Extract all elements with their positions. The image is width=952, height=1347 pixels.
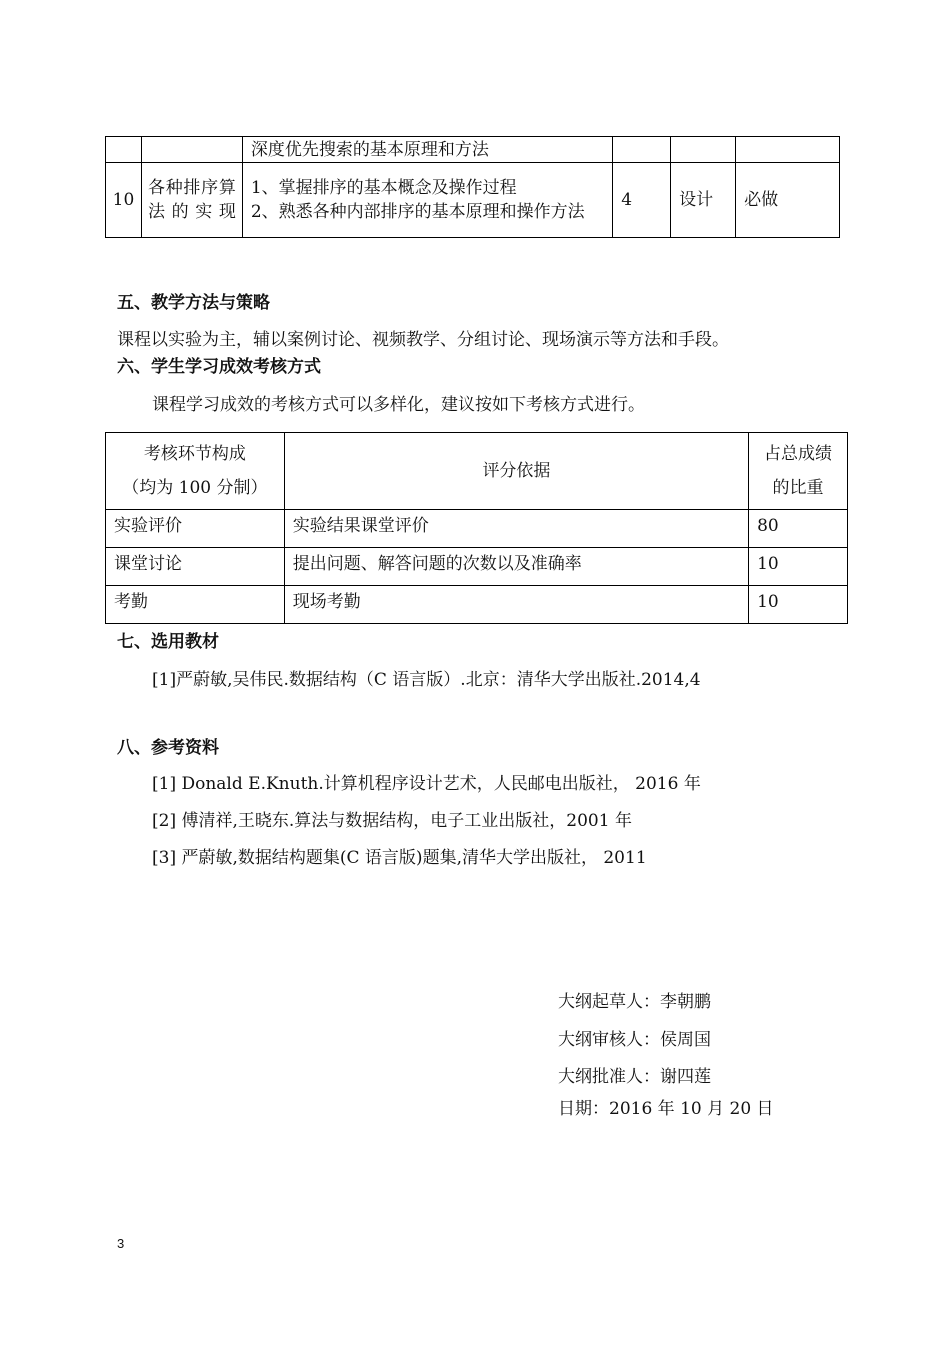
- basis-cell: 提出问题、解答问题的次数以及准确率: [284, 548, 748, 586]
- item-cell: 考勤: [106, 586, 285, 624]
- table-row: [106, 548, 848, 586]
- date-line: 日期：2016 年 10 月 20 日: [558, 1099, 774, 1119]
- header-cell: 考核环节构成 （均为 100 分制）: [106, 433, 285, 510]
- section-heading: 八、参考资料: [117, 738, 219, 758]
- reference-item: [2] 傅清祥,王晓东.算法与数据结构，电子工业出版社，2001 年: [152, 811, 632, 831]
- basis-cell: 现场考勤: [284, 586, 748, 624]
- section-heading: 六、学生学习成效考核方式: [117, 357, 321, 377]
- reference-item: [1] Donald E.Knuth.计算机程序设计艺术，人民邮电出版社， 2016 年: [152, 774, 701, 794]
- section-heading: 七、选用教材: [117, 632, 219, 652]
- table-row: [106, 137, 840, 163]
- content-cell: [242, 163, 612, 238]
- weight-cell: 10: [749, 548, 848, 586]
- item-cell: 实验评价: [106, 510, 285, 548]
- drafter-line: 大纲起草人：李朝鹏: [558, 992, 711, 1012]
- assessment-table: [105, 432, 848, 624]
- reviewer-line: 大纲审核人：侯周国: [558, 1030, 711, 1050]
- weight-cell: 10: [749, 586, 848, 624]
- table-row: [106, 510, 848, 548]
- header-cell: 评分依据: [284, 433, 748, 510]
- type-cell: 设计: [671, 163, 736, 238]
- item-cell: 课堂讨论: [106, 548, 285, 586]
- basis-cell: 实验结果课堂评价: [284, 510, 748, 548]
- header-cell: 占总成绩 的比重: [749, 433, 848, 510]
- table-row: [106, 163, 840, 238]
- section-heading: 五、教学方法与策略: [117, 293, 270, 313]
- weight-cell: 80: [749, 510, 848, 548]
- table-row: [106, 586, 848, 624]
- textbook-item: [1]严蔚敏,吴伟民.数据结构（C 语言版）.北京：清华大学出版社.2014,4: [152, 670, 701, 690]
- table-header-row: [106, 433, 848, 510]
- experiment-name: 各种排序算法的实现: [141, 163, 242, 238]
- course-content-table: [105, 136, 840, 238]
- section-text: 课程以实验为主，辅以案例讨论、视频教学、分组讨论、现场演示等方法和手段。: [117, 330, 729, 350]
- reference-item: [3] 严蔚敏,数据结构题集(C 语言版)题集,清华大学出版社， 2011: [152, 848, 647, 868]
- content-line: 1、掌握排序的基本概念及操作过程: [250, 178, 517, 198]
- content-cell: 深度优先搜索的基本原理和方法: [242, 137, 612, 163]
- approver-line: 大纲批准人：谢四莲: [558, 1067, 711, 1087]
- requirement-cell: 必做: [736, 163, 840, 238]
- page-number: 3: [117, 1236, 125, 1251]
- section-text: 课程学习成效的考核方式可以多样化，建议按如下考核方式进行。: [152, 395, 645, 415]
- row-number: 10: [106, 163, 142, 238]
- hours-cell: 4: [613, 163, 671, 238]
- content-line: 2、熟悉各种内部排序的基本原理和操作方法: [250, 202, 585, 222]
